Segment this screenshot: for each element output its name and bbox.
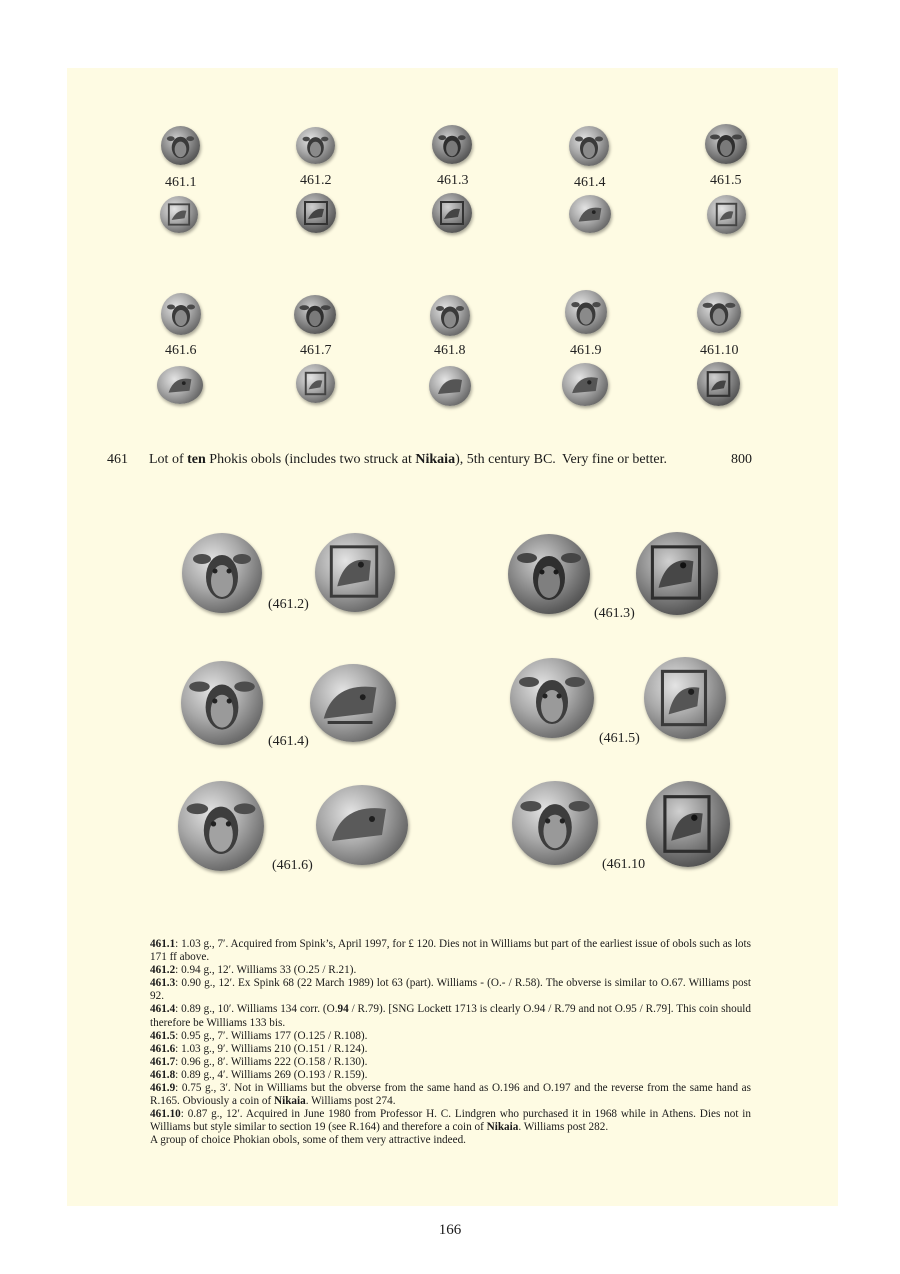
thumb-label: 461.10 — [700, 343, 739, 358]
note-text: : 0.90 g., 12′. Ex Spink 68 (22 March 1989) lot 63 (part). Williams - (O.- / R.58). The obverse is similar to O.67. Williams post 92. — [150, 977, 751, 1003]
note-item — [150, 977, 751, 1003]
note-id: 461.9 — [150, 1082, 176, 1095]
note-text: . Williams post 282. — [518, 1121, 609, 1134]
coin-reverse-thumb-461-6[interactable] — [157, 366, 203, 404]
lot-notes — [150, 938, 751, 1148]
coin-reverse-enlarged-461-6[interactable] — [316, 785, 408, 865]
coin-reverse-enlarged-461-5[interactable] — [644, 657, 726, 739]
coin-obverse-thumb-461-4[interactable] — [569, 126, 609, 166]
coin-obverse-thumb-461-6[interactable] — [161, 293, 201, 335]
thumb-label: 461.5 — [710, 173, 742, 188]
page-number: 166 — [438, 1222, 462, 1238]
note-item — [150, 964, 751, 977]
lot-desc-suffix: ), 5th century BC. — [455, 452, 556, 467]
coin-obverse-thumb-461-1[interactable] — [161, 126, 200, 165]
coin-obverse-enlarged-461-6[interactable] — [178, 781, 264, 871]
thumb-label: 461.1 — [165, 175, 197, 190]
lot-estimate: 800 — [731, 452, 752, 467]
coin-reverse-enlarged-461-2[interactable] — [315, 533, 395, 612]
note-bold: Nikaia — [274, 1095, 306, 1108]
coin-obverse-enlarged-461-3[interactable] — [508, 534, 590, 614]
note-item — [150, 1056, 751, 1069]
enlarged-label: (461.10 — [602, 857, 646, 872]
lot-desc-mid: Phokis obols (includes two struck at — [205, 452, 416, 467]
coin-obverse-enlarged-461-10[interactable] — [512, 781, 598, 865]
note-text: . Williams post 274. — [305, 1095, 396, 1108]
note-id: 461.7 — [150, 1055, 176, 1068]
note-id: 461.6 — [150, 1042, 176, 1055]
coin-obverse-thumb-461-7[interactable] — [294, 295, 336, 334]
lot-number: 461 — [107, 452, 128, 467]
note-item — [150, 1082, 751, 1108]
note-item — [150, 938, 751, 964]
note-text: : 0.75 g., 3′. Not in Williams but the obverse from the same hand as O.196 and O.197 and the reverse from the same hand as R.165. Obviously a coin of — [150, 1082, 751, 1108]
enlarged-label: (461.6) — [272, 858, 313, 873]
note-id: 461.3 — [150, 977, 176, 990]
coin-reverse-thumb-461-8[interactable] — [429, 366, 471, 406]
coin-reverse-thumb-461-7[interactable] — [296, 364, 335, 403]
note-item — [150, 1069, 751, 1082]
coin-obverse-thumb-461-10[interactable] — [697, 292, 741, 333]
note-id: 461.5 — [150, 1029, 176, 1042]
enlarged-label: (461.5) — [599, 731, 640, 746]
note-bold: 94 — [337, 1003, 349, 1016]
enlarged-label: (461.2) — [268, 597, 309, 612]
note-id: 461.8 — [150, 1068, 176, 1081]
note-text: / R.79). [SNG Lockett 1713 is clearly O.94 / R.79 and not O.95 / R.79]. This coin should therefore be Williams 133 bis. — [150, 1003, 751, 1029]
thumb-label: 461.7 — [300, 343, 332, 358]
lot-desc-count: ten — [187, 452, 206, 467]
coin-reverse-thumb-461-5[interactable] — [707, 195, 746, 234]
note-item — [150, 1043, 751, 1056]
note-id: 461.10 — [150, 1108, 181, 1121]
note-bold: Nikaia — [486, 1121, 519, 1134]
note-text: : 1.03 g., 9′. Williams 210 (O.151 / R.124). — [175, 1042, 368, 1055]
note-item — [150, 1108, 751, 1134]
thumb-label: 461.8 — [434, 343, 466, 358]
coin-obverse-enlarged-461-5[interactable] — [510, 658, 594, 738]
note-text: : 0.89 g., 4′. Williams 269 (O.193 / R.159). — [175, 1068, 368, 1081]
note-text: : 0.94 g., 12′. Williams 33 (O.25 / R.21). — [175, 964, 357, 977]
thumb-label: 461.6 — [165, 343, 197, 358]
closing-note: A group of choice Phokian obols, some of them very attractive indeed. — [150, 1134, 466, 1147]
note-text: : 0.95 g., 7′. Williams 177 (O.125 / R.108). — [175, 1029, 368, 1042]
coin-obverse-thumb-461-8[interactable] — [430, 295, 470, 336]
note-item — [150, 1030, 751, 1043]
enlarged-label: (461.4) — [268, 734, 309, 749]
thumb-label: 461.3 — [437, 173, 469, 188]
note-id: 461.1 — [150, 938, 176, 950]
coin-reverse-enlarged-461-4[interactable] — [310, 664, 396, 742]
thumb-label: 461.4 — [574, 175, 606, 190]
coin-obverse-enlarged-461-2[interactable] — [182, 533, 262, 613]
lot-description — [149, 452, 556, 468]
lot-desc-mint: Nikaia — [415, 452, 456, 467]
lot-description-line — [107, 452, 752, 472]
coin-reverse-enlarged-461-10[interactable] — [646, 781, 730, 867]
enlarged-label: (461.3) — [594, 606, 635, 621]
coin-reverse-enlarged-461-3[interactable] — [636, 532, 718, 615]
coin-obverse-thumb-461-2[interactable] — [296, 127, 335, 164]
coin-reverse-thumb-461-10[interactable] — [697, 362, 740, 406]
coin-reverse-thumb-461-3[interactable] — [432, 193, 472, 233]
note-id: 461.4 — [150, 1003, 176, 1016]
lot-grade: Very fine or better. — [562, 452, 667, 467]
lot-desc-prefix: Lot of — [149, 452, 188, 467]
coin-reverse-thumb-461-4[interactable] — [569, 195, 611, 233]
coin-obverse-enlarged-461-4[interactable] — [181, 661, 263, 745]
note-text: : 1.03 g., 7′. Acquired from Spink’s, April 1997, for £ 120. Dies not in Williams but part of the earliest issue of obols such as lots 171 ff above. — [150, 938, 751, 964]
coin-reverse-thumb-461-1[interactable] — [160, 196, 198, 233]
note-item — [150, 1003, 751, 1029]
thumb-label: 461.9 — [570, 343, 602, 358]
note-text: : 0.89 g., 10′. Williams 134 corr. (O. — [175, 1003, 338, 1016]
coin-obverse-thumb-461-3[interactable] — [432, 125, 472, 164]
note-text: : 0.96 g., 8′. Williams 222 (O.158 / R.130). — [175, 1055, 368, 1068]
coin-obverse-thumb-461-5[interactable] — [705, 124, 747, 164]
note-text: : 0.87 g., 12′. Acquired in June 1980 from Professor H. C. Lindgren who purchased it in 1968 while in Athens. Dies not in Williams but style similar to section 19 (see R.164) and therefore a coin of — [150, 1108, 751, 1134]
coin-obverse-thumb-461-9[interactable] — [565, 290, 607, 334]
coin-reverse-thumb-461-2[interactable] — [296, 193, 336, 233]
note-id: 461.2 — [150, 964, 176, 977]
thumb-label: 461.2 — [300, 173, 332, 188]
coin-reverse-thumb-461-9[interactable] — [562, 363, 608, 406]
